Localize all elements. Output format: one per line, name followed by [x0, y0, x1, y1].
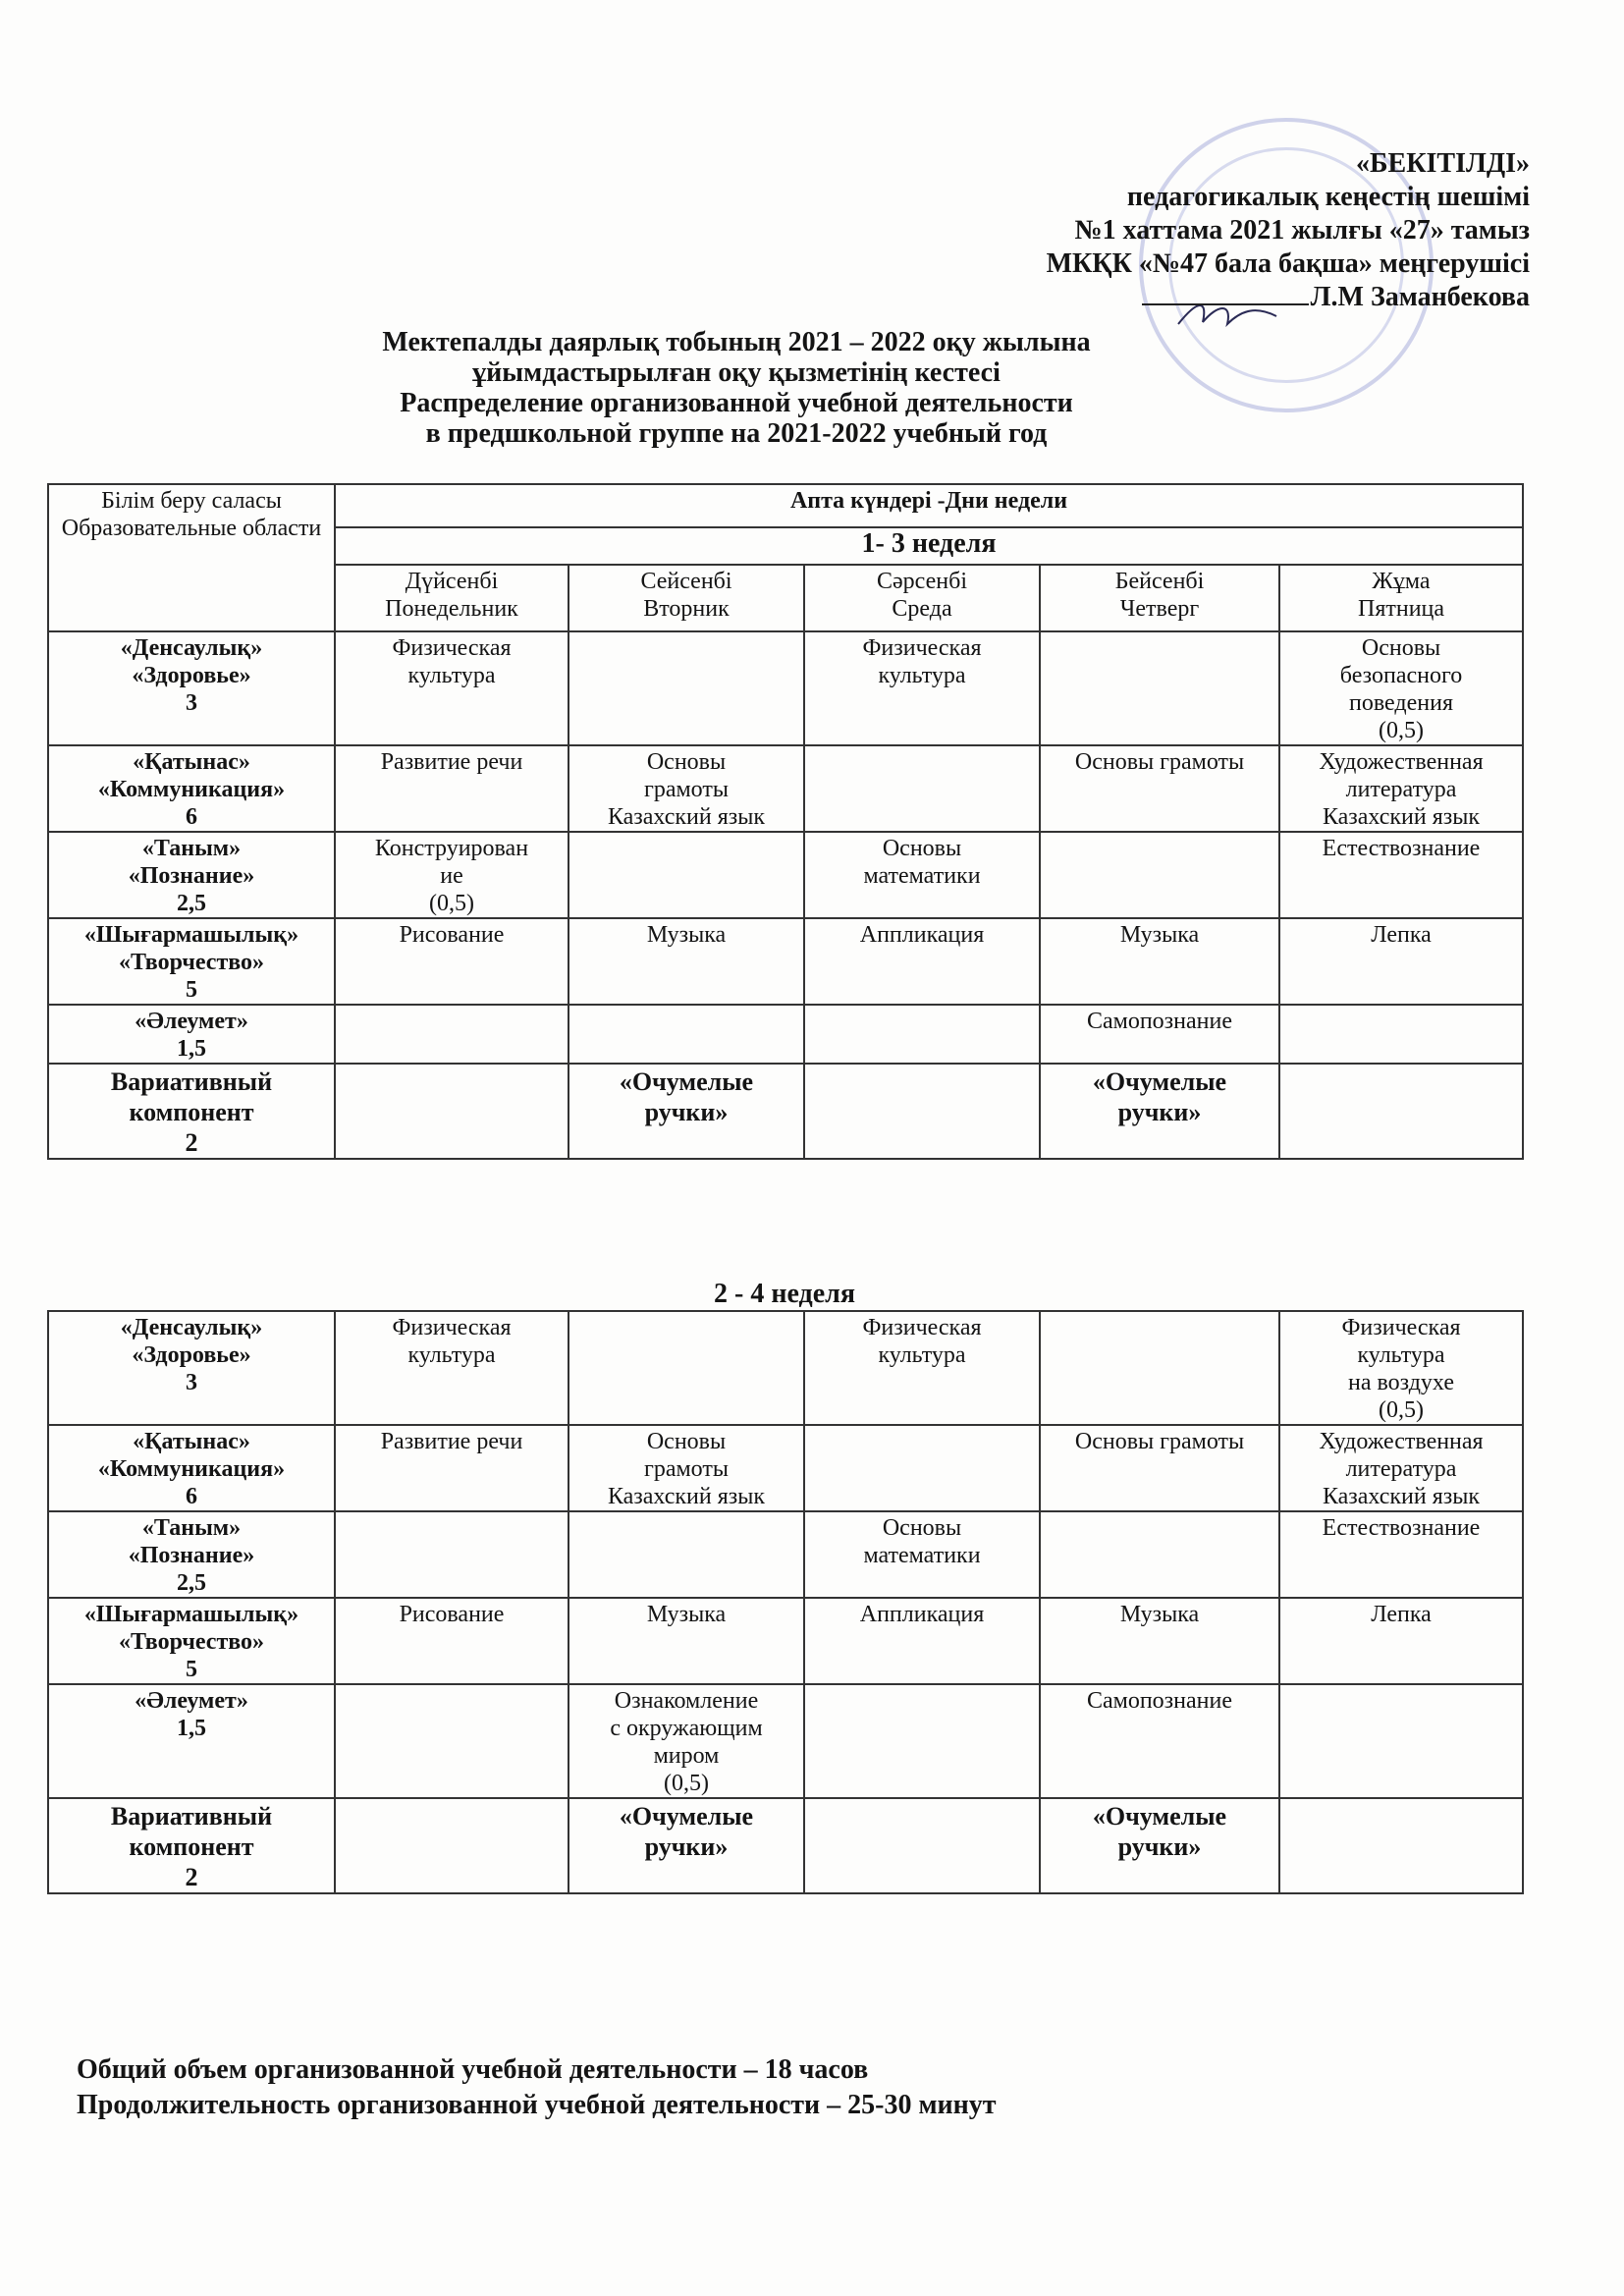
- area-cell: [48, 1798, 335, 1893]
- activity-cell: [335, 1005, 568, 1064]
- activity-line: (0,5): [1379, 718, 1424, 743]
- area-header-ru: Образовательные области: [61, 516, 322, 541]
- schedule-row: [48, 1598, 1523, 1684]
- activity-line: Музыка: [1119, 922, 1200, 948]
- activity-line: Музыка: [646, 922, 727, 948]
- activity-cell: [568, 832, 804, 918]
- schedule-row: [48, 1064, 1523, 1159]
- approval-head-position: МКҚК «№47 бала бақша» меңгерушісі: [1046, 248, 1530, 279]
- footer-duration: Продолжительность организованной учебной деятельности – 25-30 минут: [77, 2090, 997, 2120]
- schedule-row: [48, 631, 1523, 745]
- activity-line: Казахский язык: [1322, 804, 1481, 830]
- activity-line: культура: [1357, 1342, 1445, 1368]
- activity-line: Лепка: [1371, 922, 1432, 948]
- activity-line: Рисование: [399, 1602, 505, 1627]
- day-header-1: [568, 565, 804, 631]
- activity-cell: [568, 1425, 804, 1511]
- area-line: 3: [186, 1370, 197, 1395]
- activity-cell: [568, 1005, 804, 1064]
- day-name-kz: Жұма: [1372, 569, 1431, 594]
- area-line: 2: [185, 1863, 198, 1891]
- activity-cell: [804, 631, 1040, 745]
- activity-cell: [1279, 918, 1523, 1005]
- activity-cell: [1279, 1311, 1523, 1425]
- day-name-ru: Среда: [892, 596, 952, 622]
- day-header-3: [1040, 565, 1279, 631]
- activity-cell: [335, 1064, 568, 1159]
- area-cell: [48, 1684, 335, 1798]
- activity-cell: [1040, 1311, 1279, 1425]
- activity-line: Казахский язык: [607, 804, 766, 830]
- area-line: 5: [186, 977, 197, 1003]
- activity-line: грамоты: [644, 1456, 729, 1482]
- activity-line: Физическая: [1341, 1315, 1461, 1340]
- activity-cell: [804, 1598, 1040, 1684]
- area-cell: [48, 832, 335, 918]
- schedule-row: [48, 1425, 1523, 1511]
- area-line: 2: [185, 1128, 198, 1157]
- area-line: 6: [186, 804, 197, 830]
- week-2-4-body: [48, 1311, 1523, 1893]
- activity-line: Развитие речи: [380, 749, 523, 775]
- activity-cell: [335, 1425, 568, 1511]
- activity-line: Физическая: [392, 635, 512, 661]
- activity-line: Основы грамоты: [1074, 1429, 1245, 1454]
- day-name-kz: Сәрсенбі: [877, 569, 967, 594]
- signature-line: [1142, 303, 1309, 305]
- activity-cell: [568, 918, 804, 1005]
- activity-cell: [804, 1311, 1040, 1425]
- activity-line: Естествознание: [1322, 1515, 1481, 1541]
- activity-line: Основы: [646, 749, 727, 775]
- activity-line: Аппликация: [859, 922, 985, 948]
- area-header: [48, 484, 335, 631]
- area-line: «Қатынас»: [133, 1429, 250, 1454]
- activity-line: Казахский язык: [1322, 1484, 1481, 1509]
- area-cell: [48, 1311, 335, 1425]
- area-line: 5: [186, 1657, 197, 1682]
- approval-protocol: №1 хаттама 2021 жылғы «27» тамыз: [1074, 215, 1530, 246]
- day-name-kz: Бейсенбі: [1114, 569, 1205, 594]
- approval-signatory-name: Л.М Заманбекова: [1310, 282, 1530, 312]
- activity-line: (0,5): [429, 891, 474, 916]
- activity-cell: [1279, 1684, 1523, 1798]
- area-line: «Творчество»: [118, 1629, 265, 1655]
- activity-line: Физическая: [862, 635, 982, 661]
- activity-cell: [1279, 631, 1523, 745]
- activity-line: «Очумелые: [619, 1067, 754, 1096]
- area-cell: [48, 918, 335, 1005]
- activity-line: Физическая: [392, 1315, 512, 1340]
- activity-cell: [1040, 1064, 1279, 1159]
- activity-cell: [804, 1684, 1040, 1798]
- area-line: Вариативный: [110, 1067, 273, 1096]
- title-line-4: в предшкольной группе на 2021-2022 учебный год: [425, 418, 1048, 449]
- activity-line: Основы: [882, 1515, 962, 1541]
- activity-cell: [568, 1064, 804, 1159]
- activity-line: безопасного: [1339, 663, 1463, 688]
- area-line: 1,5: [177, 1716, 206, 1741]
- day-name-ru: Четверг: [1119, 596, 1200, 622]
- week-2-4-header: 2 - 4 неделя: [714, 1279, 855, 1309]
- activity-line: Аппликация: [859, 1602, 985, 1627]
- activity-cell: [1279, 1425, 1523, 1511]
- area-line: 1,5: [177, 1036, 206, 1062]
- activity-line: Основы: [882, 836, 962, 861]
- activity-cell: [335, 631, 568, 745]
- activity-line: «Очумелые: [1092, 1067, 1227, 1096]
- week-1-3-header: 1- 3 неделя: [335, 527, 1523, 565]
- schedule-table-week-2-4: [47, 1310, 1524, 1894]
- activity-cell: [1040, 832, 1279, 918]
- area-line: 2,5: [177, 1570, 206, 1596]
- approval-council: педагогикалық кеңестің шешімі: [1126, 182, 1530, 212]
- activity-line: Художественная: [1319, 749, 1484, 775]
- area-line: «Денсаулық»: [120, 1315, 263, 1340]
- area-line: «Таным»: [141, 1515, 242, 1541]
- area-header-kz: Білім беру саласы: [101, 488, 282, 514]
- area-line: «Шығармашылық»: [83, 922, 299, 948]
- activity-cell: [1040, 1598, 1279, 1684]
- activity-line: ручки»: [1117, 1098, 1202, 1126]
- activity-line: литература: [1345, 1456, 1457, 1482]
- activity-cell: [1279, 1005, 1523, 1064]
- days-header: Апта күндері -Дни недели: [335, 484, 1523, 527]
- activity-line: литература: [1345, 777, 1457, 802]
- schedule-row: [48, 1511, 1523, 1598]
- activity-line: математики: [863, 863, 981, 889]
- area-line: «Қатынас»: [133, 749, 250, 775]
- activity-line: ручки»: [644, 1098, 729, 1126]
- activity-cell: [1040, 1798, 1279, 1893]
- activity-cell: [1279, 1598, 1523, 1684]
- activity-line: Казахский язык: [607, 1484, 766, 1509]
- area-cell: [48, 1511, 335, 1598]
- activity-line: культура: [407, 1342, 496, 1368]
- area-cell: [48, 1064, 335, 1159]
- area-line: 3: [186, 690, 197, 716]
- activity-cell: [335, 832, 568, 918]
- footer-notes: [77, 2052, 997, 2123]
- activity-cell: [1279, 1511, 1523, 1598]
- activity-cell: [335, 745, 568, 832]
- area-line: «Әлеумет»: [135, 1009, 248, 1034]
- document-title: [295, 327, 1178, 449]
- activity-line: грамоты: [644, 777, 729, 802]
- activity-line: Самопознание: [1086, 1688, 1232, 1714]
- area-line: «Познание»: [128, 1543, 255, 1568]
- approval-heading: «БЕКІТІЛДІ»: [1356, 148, 1530, 179]
- activity-line: «Очумелые: [619, 1802, 754, 1831]
- area-line: «Коммуникация»: [97, 777, 286, 802]
- activity-line: Самопознание: [1086, 1009, 1232, 1034]
- activity-line: Музыка: [1119, 1602, 1200, 1627]
- activity-line: Музыка: [646, 1602, 727, 1627]
- activity-line: культура: [878, 1342, 966, 1368]
- activity-line: Художественная: [1319, 1429, 1484, 1454]
- activity-cell: [1279, 1064, 1523, 1159]
- day-name-kz: Сейсенбі: [640, 569, 732, 594]
- activity-line: Развитие речи: [380, 1429, 523, 1454]
- activity-cell: [568, 1311, 804, 1425]
- area-line: «Денсаулық»: [120, 635, 263, 661]
- activity-line: Рисование: [399, 922, 505, 948]
- activity-line: Основы грамоты: [1074, 749, 1245, 775]
- activity-cell: [568, 1684, 804, 1798]
- activity-cell: [804, 1798, 1040, 1893]
- activity-cell: [1040, 631, 1279, 745]
- activity-cell: [804, 1064, 1040, 1159]
- area-line: компонент: [129, 1098, 254, 1126]
- activity-line: Конструирован: [374, 836, 529, 861]
- area-line: «Творчество»: [118, 950, 265, 975]
- schedule-row: [48, 1798, 1523, 1893]
- activity-cell: [568, 1511, 804, 1598]
- schedule-row: [48, 1684, 1523, 1798]
- activity-cell: [1040, 918, 1279, 1005]
- activity-cell: [804, 745, 1040, 832]
- day-name-ru: Вторник: [643, 596, 730, 622]
- activity-line: Естествознание: [1322, 836, 1481, 861]
- area-line: «Шығармашылық»: [83, 1602, 299, 1627]
- activity-cell: [1279, 1798, 1523, 1893]
- approval-signatory: [1047, 281, 1530, 314]
- activity-cell: [1279, 832, 1523, 918]
- activity-line: миром: [653, 1743, 720, 1769]
- activity-cell: [335, 1311, 568, 1425]
- activity-line: (0,5): [664, 1771, 709, 1796]
- activity-cell: [1279, 745, 1523, 832]
- activity-cell: [1040, 1005, 1279, 1064]
- activity-line: Основы: [646, 1429, 727, 1454]
- activity-line: ие: [440, 863, 463, 889]
- activity-cell: [335, 1684, 568, 1798]
- area-cell: [48, 1005, 335, 1064]
- day-name-ru: Понедельник: [385, 596, 518, 622]
- activity-cell: [804, 1425, 1040, 1511]
- activity-line: культура: [407, 663, 496, 688]
- schedule-row: [48, 1311, 1523, 1425]
- day-name-kz: Дүйсенбі: [405, 569, 499, 594]
- activity-cell: [1040, 745, 1279, 832]
- activity-line: на воздухе: [1348, 1370, 1454, 1395]
- activity-cell: [335, 918, 568, 1005]
- schedule-table-week-1-3: [47, 483, 1524, 1160]
- day-header-0: [335, 565, 568, 631]
- area-line: «Здоровье»: [132, 663, 251, 688]
- area-line: 2,5: [177, 891, 206, 916]
- activity-line: Лепка: [1371, 1602, 1432, 1627]
- area-line: 6: [186, 1484, 197, 1509]
- activity-cell: [335, 1511, 568, 1598]
- activity-cell: [335, 1598, 568, 1684]
- footer-total-hours: Общий объем организованной учебной деятельности – 18 часов: [77, 2054, 869, 2085]
- area-line: «Коммуникация»: [97, 1456, 286, 1482]
- title-line-3: Распределение организованной учебной деятельности: [400, 388, 1073, 418]
- day-header-4: [1279, 565, 1523, 631]
- day-name-ru: Пятница: [1357, 596, 1445, 622]
- activity-cell: [335, 1798, 568, 1893]
- activity-line: с окружающим: [610, 1716, 763, 1741]
- activity-line: «Очумелые: [1092, 1802, 1227, 1831]
- area-cell: [48, 1598, 335, 1684]
- area-line: «Познание»: [128, 863, 255, 889]
- activity-cell: [804, 1005, 1040, 1064]
- schedule-row: [48, 832, 1523, 918]
- area-line: «Әлеумет»: [135, 1688, 248, 1714]
- activity-line: ручки»: [644, 1832, 729, 1861]
- title-line-2: ұйымдастырылған оқу қызметінің кестесі: [472, 357, 1001, 388]
- approval-block: [1047, 147, 1530, 314]
- schedule-row: [48, 1005, 1523, 1064]
- activity-line: (0,5): [1379, 1397, 1424, 1423]
- activity-line: ручки»: [1117, 1832, 1202, 1861]
- activity-cell: [568, 745, 804, 832]
- activity-cell: [568, 1598, 804, 1684]
- activity-cell: [1040, 1425, 1279, 1511]
- activity-line: математики: [863, 1543, 981, 1568]
- activity-line: Ознакомление: [614, 1688, 759, 1714]
- activity-cell: [568, 631, 804, 745]
- activity-line: культура: [878, 663, 966, 688]
- schedule-row: [48, 918, 1523, 1005]
- activity-line: поведения: [1349, 690, 1453, 716]
- activity-line: Основы: [1361, 635, 1441, 661]
- activity-cell: [568, 1798, 804, 1893]
- schedule-row: [48, 745, 1523, 832]
- activity-cell: [804, 918, 1040, 1005]
- week-1-3-body: [48, 631, 1523, 1159]
- activity-cell: [804, 1511, 1040, 1598]
- area-line: компонент: [129, 1832, 254, 1861]
- area-line: Вариативный: [110, 1802, 273, 1831]
- area-cell: [48, 1425, 335, 1511]
- activity-line: Физическая: [862, 1315, 982, 1340]
- title-line-1: Мектепалды даярлық тобының 2021 – 2022 оқу жылына: [382, 327, 1091, 357]
- area-cell: [48, 745, 335, 832]
- area-line: «Здоровье»: [132, 1342, 251, 1368]
- area-line: «Таным»: [141, 836, 242, 861]
- activity-cell: [1040, 1511, 1279, 1598]
- area-cell: [48, 631, 335, 745]
- activity-cell: [1040, 1684, 1279, 1798]
- day-header-2: [804, 565, 1040, 631]
- activity-cell: [804, 832, 1040, 918]
